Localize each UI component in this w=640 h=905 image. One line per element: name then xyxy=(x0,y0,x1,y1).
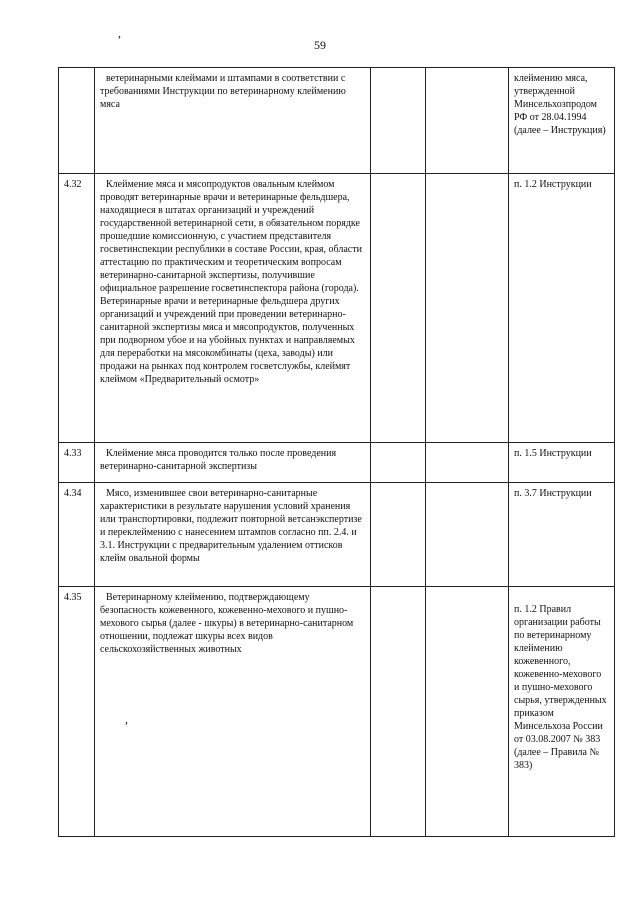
table-row xyxy=(59,483,615,587)
row-number: 4.32 xyxy=(59,174,95,443)
reference-cell: п. 1.2 Инструкции xyxy=(509,174,615,443)
empty-cell xyxy=(426,587,509,837)
reference-cell: клеймению мяса, утвержденной Минсельхозпродом РФ от 28.04.1994 (далее – Инструкция) xyxy=(509,68,615,174)
empty-cell xyxy=(426,443,509,483)
reference-cell: п. 3.7 Инструкции xyxy=(509,483,615,587)
reference-cell: п. 1.5 Инструкции xyxy=(509,443,615,483)
empty-cell xyxy=(371,174,426,443)
table-row xyxy=(59,174,615,443)
row-number: 4.34 xyxy=(59,483,95,587)
scan-mark: , xyxy=(118,26,121,40)
row-number: 4.33 xyxy=(59,443,95,483)
requirement-text: Клеймение мяса и мясопродуктов овальным клеймом проводят ветеринарные врачи и ветеринарные фельдшера, находящиеся в штатах организаций и учреждений государственной ветеринарной сети, в обязательном порядке прошедшие комиссионную, с участием представителя госветинспекции республики в составе России, края, области аттестацию по практическим и теоретическим вопросам ветеринарно-санитарной экспертизы, получившие официальное разрешение госветинспектора района (города). Ветеринарные врачи и ветеринарные фельдшера других организаций и учреждений при проведении ветеринарно-санитарной экспертизы мяса и мясопродуктов, полученных при подворном убое и на убойных пунктах и направляемых для переработки на мясокомбинаты (цеха, заводы) или продажи на рынках под контролем госветслужбы, клеймят клеймом «Предварительный осмотр» xyxy=(95,174,371,443)
empty-cell xyxy=(371,587,426,837)
empty-cell xyxy=(426,174,509,443)
table-row xyxy=(59,587,615,837)
scan-mark: , xyxy=(125,712,128,726)
requirement-text: Ветеринарному клеймению, подтверждающему безопасность кожевенного, кожевенно-мехового и пушно-мехового сырья (далее - шкуры) в ветеринарно-санитарном отношении, подлежат шкуры всех видов сельскохозяйственных животных xyxy=(95,587,371,837)
empty-cell xyxy=(371,68,426,174)
table-row xyxy=(59,443,615,483)
requirement-text: Клеймение мяса проводится только после проведения ветеринарно-санитарной экспертизы xyxy=(95,443,371,483)
reference-cell: п. 1.2 Правил организации работы по ветеринарному клеймению кожевенного, кожевенно-мехового и пушно-мехового сырья, утвержденных приказом Минсельхоза России от 03.08.2007 № 383 (далее – Правила № 383) xyxy=(509,587,615,837)
empty-cell xyxy=(426,68,509,174)
empty-cell xyxy=(371,443,426,483)
table-row xyxy=(59,68,615,174)
page-number: 59 xyxy=(314,38,326,52)
requirements-table xyxy=(58,67,615,837)
requirement-text: Мясо, изменившее свои ветеринарно-санитарные характеристики в результате нарушения условий хранения или транспортировки, подлежит повторной ветсанэкспертизе и переклеймению с нанесением штампов согласно пп. 2.4. и 3.1. Инструкции с предварительным удалением оттисков клейм овальной формы xyxy=(95,483,371,587)
empty-cell xyxy=(371,483,426,587)
requirement-text: ветеринарными клеймами и штампами в соответствии с требованиями Инструкции по ветеринарному клеймению мяса xyxy=(95,68,371,174)
row-number xyxy=(59,68,95,174)
row-number: 4.35 xyxy=(59,587,95,837)
empty-cell xyxy=(426,483,509,587)
